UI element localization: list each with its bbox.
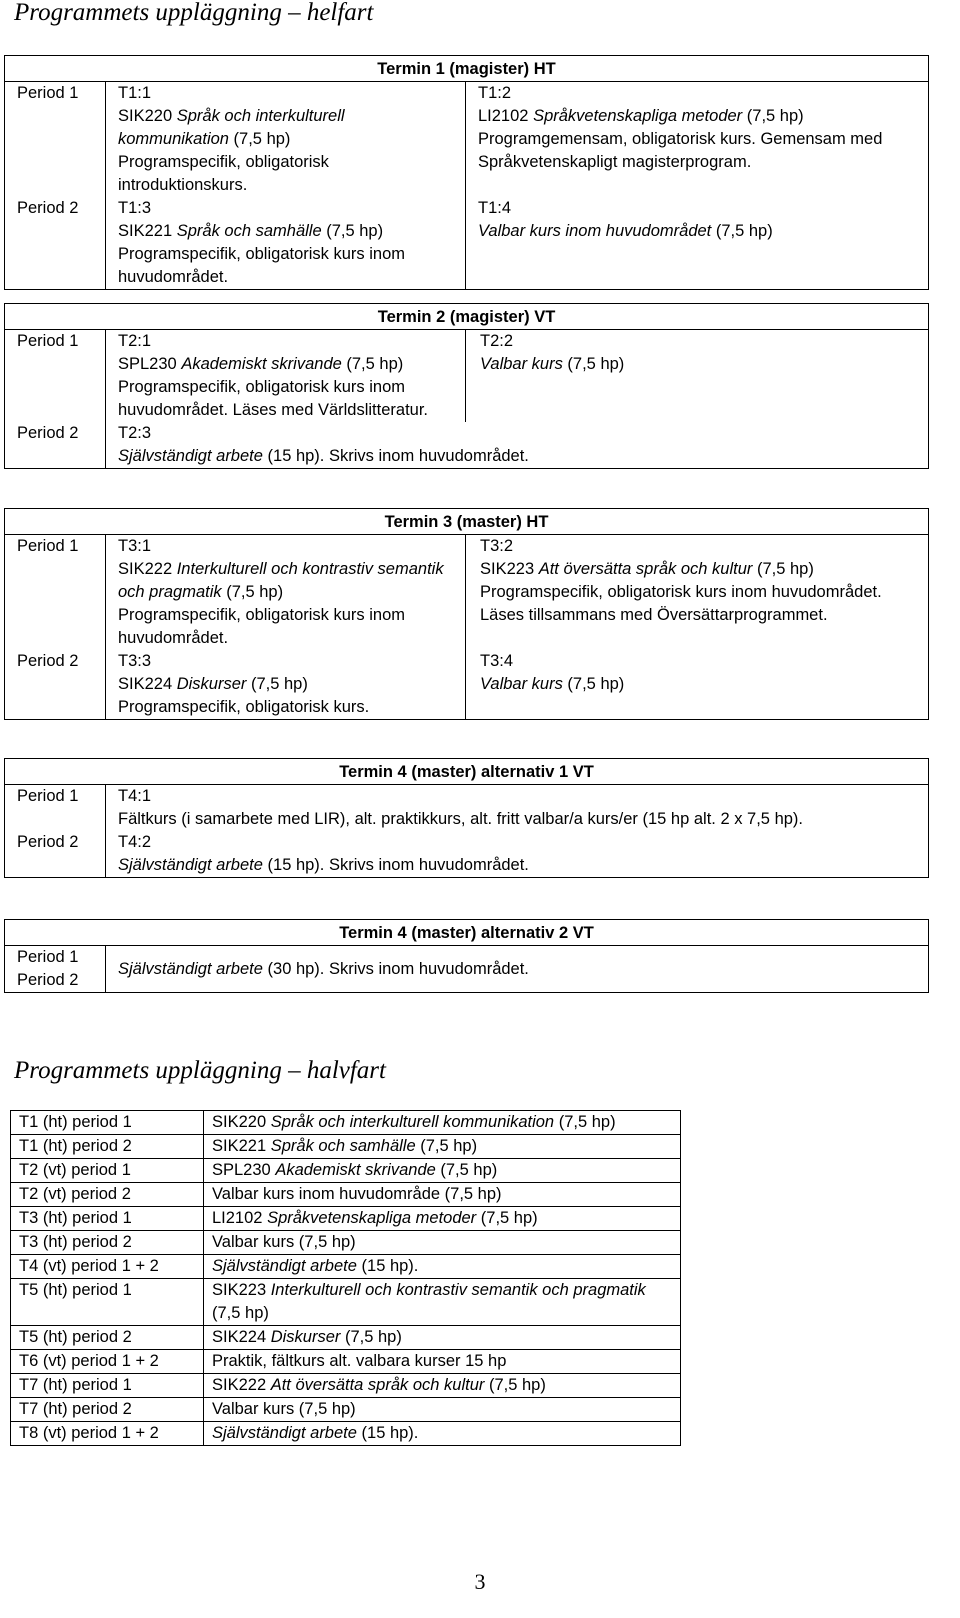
- t2-1-cell: [106, 330, 466, 423]
- t4-2-code: T4:2: [118, 833, 152, 851]
- halvfart-row: [11, 1374, 681, 1398]
- t3-1-code: T3:1: [118, 537, 152, 555]
- t4-1-code: T4:1: [118, 787, 152, 805]
- t3-1-desc: Programspecifik, obligatorisk kurs inom huvudområdet.: [118, 606, 406, 647]
- t3-4-cell: [466, 650, 929, 720]
- term4b-course: Självständigt arbete (30 hp). Skrivs inom huvudområdet.: [106, 946, 929, 993]
- t1-3-course: SIK221 Språk och samhälle (7,5 hp): [118, 222, 384, 240]
- t3-1-cell: [106, 535, 466, 651]
- t1-2-code: T1:2: [478, 84, 512, 102]
- t3-3-desc: Programspecifik, obligatorisk kurs.: [118, 698, 370, 716]
- term4b-table: [4, 919, 929, 993]
- t1-4-course: Valbar kurs inom huvudområdet (7,5 hp): [478, 222, 773, 240]
- t2-2-course: Valbar kurs (7,5 hp): [480, 355, 625, 373]
- halvfart-row: [11, 1183, 681, 1207]
- t4-1-desc: Fältkurs (i samarbete med LIR), alt. praktikkurs, alt. fritt valbar/a kurs/er (15 hp alt. 2 x 7,5 hp).: [118, 810, 803, 828]
- term4b-period1: Period 1: [17, 948, 79, 966]
- t3-1-course: SIK222 Interkulturell och kontrastiv semantik och pragmatik (7,5 hp): [118, 560, 444, 601]
- t3-4-course: Valbar kurs (7,5 hp): [480, 675, 625, 693]
- halvfart-course: Valbar kurs inom huvudområde (7,5 hp): [204, 1183, 681, 1207]
- halvfart-course: SIK220 Språk och interkulturell kommunikation (7,5 hp): [204, 1111, 681, 1135]
- halvfart-course: Självständigt arbete (15 hp).: [204, 1255, 681, 1279]
- term4b-periods: [5, 946, 106, 993]
- t1-1-cell: [106, 82, 466, 198]
- halvfart-row: [11, 1231, 681, 1255]
- t3-3-cell: [106, 650, 466, 720]
- halvfart-period: T3 (ht) period 2: [11, 1231, 204, 1255]
- halvfart-period: T2 (vt) period 1: [11, 1159, 204, 1183]
- term4a-period1: Period 1: [5, 785, 106, 832]
- t4-2-cell: [106, 831, 929, 878]
- halvfart-course: Självständigt arbete (15 hp).: [204, 1422, 681, 1446]
- term2-title: Termin 2 (magister) VT: [5, 304, 929, 330]
- t3-2-desc: Programspecifik, obligatorisk kurs inom huvudområdet. Läses tillsammans med Översättarprogrammet.: [480, 583, 882, 624]
- halvfart-course: Praktik, fältkurs alt. valbara kurser 15 hp: [204, 1350, 681, 1374]
- heading-helfart: Programmets uppläggning – helfart: [14, 0, 374, 26]
- t1-1-code: T1:1: [118, 84, 152, 102]
- t4-1-cell: [106, 785, 929, 832]
- halvfart-period: T7 (ht) period 1: [11, 1374, 204, 1398]
- t1-3-cell: [106, 197, 466, 290]
- halvfart-period: T5 (ht) period 2: [11, 1326, 204, 1350]
- t3-3-course: SIK224 Diskurser (7,5 hp): [118, 675, 308, 693]
- t1-2-cell: [466, 82, 929, 198]
- t3-2-code: T3:2: [480, 537, 514, 555]
- term1-period2: Period 2: [5, 197, 106, 290]
- halvfart-course: SIK223 Interkulturell och kontrastiv semantik och pragmatik (7,5 hp): [204, 1279, 681, 1326]
- halvfart-course: SIK222 Att översätta språk och kultur (7,5 hp): [204, 1374, 681, 1398]
- halvfart-course: Valbar kurs (7,5 hp): [204, 1231, 681, 1255]
- term3-table: [4, 508, 929, 720]
- halvfart-period: T1 (ht) period 1: [11, 1111, 204, 1135]
- t2-3-cell: [106, 422, 929, 469]
- t2-2-cell: [466, 330, 929, 423]
- halvfart-period: T5 (ht) period 1: [11, 1279, 204, 1326]
- halvfart-row: [11, 1135, 681, 1159]
- t4-2-course: Självständigt arbete (15 hp). Skrivs inom huvudområdet.: [118, 856, 529, 874]
- halvfart-row: [11, 1159, 681, 1183]
- halvfart-row: [11, 1398, 681, 1422]
- t2-3-course: Självständigt arbete (15 hp). Skrivs inom huvudområdet.: [118, 447, 529, 465]
- term2-period2: Period 2: [5, 422, 106, 469]
- term1-period1: Period 1: [5, 82, 106, 198]
- halvfart-course: SIK224 Diskurser (7,5 hp): [204, 1326, 681, 1350]
- halvfart-course: SIK221 Språk och samhälle (7,5 hp): [204, 1135, 681, 1159]
- halvfart-row: [11, 1422, 681, 1446]
- t1-2-desc: Programgemensam, obligatorisk kurs. Gemensam med Språkvetenskapligt magisterprogram.: [478, 130, 883, 171]
- t1-4-code: T1:4: [478, 199, 512, 217]
- halvfart-row: [11, 1207, 681, 1231]
- term3-period2: Period 2: [5, 650, 106, 720]
- t1-3-code: T1:3: [118, 199, 152, 217]
- term4a-period2: Period 2: [5, 831, 106, 878]
- t2-2-code: T2:2: [480, 332, 514, 350]
- halvfart-period: T8 (vt) period 1 + 2: [11, 1422, 204, 1446]
- halvfart-period: T3 (ht) period 1: [11, 1207, 204, 1231]
- t1-3-desc: Programspecifik, obligatorisk kurs inom huvudområdet.: [118, 245, 406, 286]
- term2-period1: Period 1: [5, 330, 106, 423]
- halvfart-course: SPL230 Akademiskt skrivande (7,5 hp): [204, 1159, 681, 1183]
- t2-1-code: T2:1: [118, 332, 152, 350]
- term1-table: [4, 55, 929, 290]
- halvfart-period: T2 (vt) period 2: [11, 1183, 204, 1207]
- halvfart-period: T6 (vt) period 1 + 2: [11, 1350, 204, 1374]
- term4b-title: Termin 4 (master) alternativ 2 VT: [5, 920, 929, 946]
- halvfart-table: [10, 1110, 681, 1446]
- t3-4-code: T3:4: [480, 652, 514, 670]
- term4a-title: Termin 4 (master) alternativ 1 VT: [5, 759, 929, 785]
- t2-1-desc: Programspecifik, obligatorisk kurs inom huvudområdet. Läses med Världslitteratur.: [118, 378, 428, 419]
- term4a-table: [4, 758, 929, 878]
- heading-halvfart: Programmets uppläggning – halvfart: [14, 1057, 386, 1084]
- halvfart-course: LI2102 Språkvetenskapliga metoder (7,5 hp): [204, 1207, 681, 1231]
- halvfart-period: T7 (ht) period 2: [11, 1398, 204, 1422]
- halvfart-course: Valbar kurs (7,5 hp): [204, 1398, 681, 1422]
- halvfart-row: [11, 1279, 681, 1326]
- t3-2-cell: [466, 535, 929, 651]
- halvfart-period: T4 (vt) period 1 + 2: [11, 1255, 204, 1279]
- term1-title: Termin 1 (magister) HT: [5, 56, 929, 82]
- t1-1-desc: Programspecifik, obligatorisk introduktionskurs.: [118, 153, 329, 194]
- t2-3-code: T2:3: [118, 424, 152, 442]
- t1-1-course: SIK220 Språk och interkulturell kommunikation (7,5 hp): [118, 107, 345, 148]
- term4b-period2: Period 2: [17, 971, 79, 989]
- halvfart-row: [11, 1255, 681, 1279]
- halvfart-row: [11, 1326, 681, 1350]
- halvfart-row: [11, 1111, 681, 1135]
- halvfart-row: [11, 1350, 681, 1374]
- t1-2-course: LI2102 Språkvetenskapliga metoder (7,5 hp): [478, 107, 804, 125]
- t1-4-cell: [466, 197, 929, 290]
- halvfart-period: T1 (ht) period 2: [11, 1135, 204, 1159]
- t3-2-course: SIK223 Att översätta språk och kultur (7,5 hp): [480, 560, 814, 578]
- t3-3-code: T3:3: [118, 652, 152, 670]
- term2-table: [4, 303, 929, 469]
- t2-1-course: SPL230 Akademiskt skrivande (7,5 hp): [118, 355, 404, 373]
- term3-period1: Period 1: [5, 535, 106, 651]
- page-number: 3: [474, 1569, 486, 1594]
- term3-title: Termin 3 (master) HT: [5, 509, 929, 535]
